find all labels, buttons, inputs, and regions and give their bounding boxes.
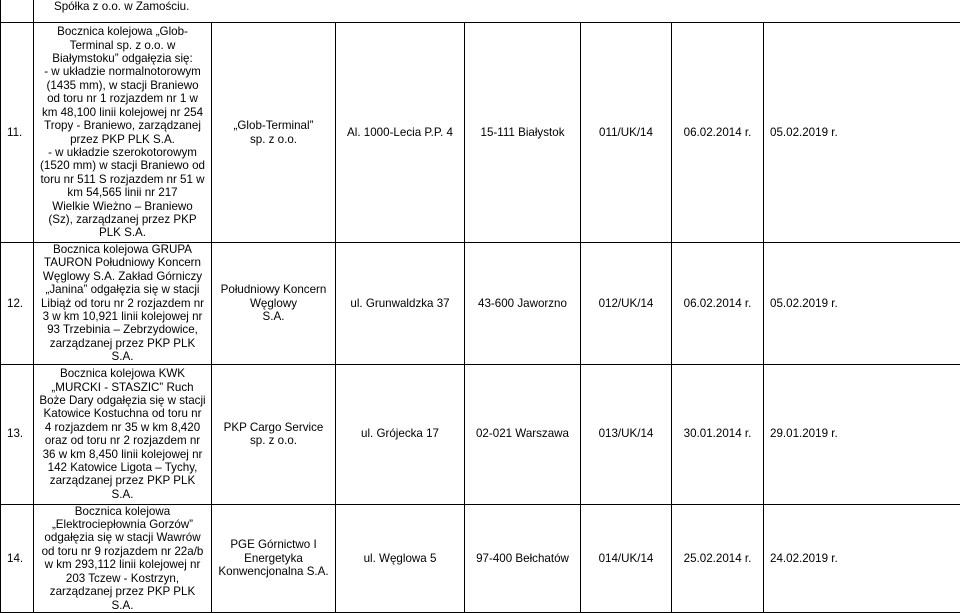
street-address: ul. Węglowa 5 [336,504,465,612]
description-line: Wielkie Wieżno – Braniewo [36,200,209,213]
description-line: Boże Dary odgałęzia się w stacji [36,394,209,407]
description-line: 3 w km 10,921 linii kolejowej nr [36,310,209,323]
description-line: 36 w km 8,450 linii kolejowej nr [36,448,209,461]
valid-until-date: 29.01.2019 r. [764,364,960,504]
description-line: (1435 mm), w stacji Braniewo [36,79,209,92]
description-line: PLK S.A. [36,226,209,239]
description-line: od toru nr 1 rozjazdem nr 1 w [36,92,209,105]
description-line: zarządzanej przez PKP PLK [36,474,209,487]
description-line: S.A. [36,599,209,612]
siding-description [34,364,212,504]
description-line: 4 rozjazdem nr 35 w km 8,420 [36,421,209,434]
row-number: 14. [1,504,34,612]
postal-city: 02-021 Warszawa [465,364,581,504]
description-line: „Elektrociepłownia Gorzów” [36,518,209,531]
description-line: zarządzanej przez PKP PLK [36,337,209,350]
row-number: 13. [1,364,34,504]
issue-date: 25.02.2014 r. [672,504,764,612]
description-line: „MURCKI - STASZIC” Ruch [36,381,209,394]
table-row [1,504,960,612]
street-address: Al. 1000-Lecia P.P. 4 [336,23,465,243]
description-line: od toru nr 9 rozjazdem nr 22a/b [36,545,209,558]
table-row [1,23,960,243]
table-row [1,243,960,365]
postal-city: 43-600 Jaworzno [465,243,581,365]
description-line: - w układzie normalnotorowym [36,65,209,78]
description-line: Katowice Kostuchna od toru nr [36,407,209,420]
header-fragment: Spółka z o.o. w Zamościu. [34,0,960,23]
valid-until-date: 24.02.2019 r. [764,504,960,612]
siding-description [34,243,212,365]
description-line: toru nr 511 S rozjazdem nr 51 w [36,173,209,186]
description-line: Terminal sp. z o.o. w [36,39,209,52]
description-line: 93 Trzebinia – Zebrzydowice, [36,323,209,336]
description-line: S.A. [36,350,209,363]
description-line: (1520 mm) w stacji Braniewo od [36,159,209,172]
description-line: Bocznica kolejowa [36,505,209,518]
description-line: (Sz), zarządzanej przez PKP [36,213,209,226]
description-line: S.A. [36,488,209,501]
description-line: Tropy - Braniewo, zarządzanej [36,119,209,132]
registration-number: 014/UK/14 [581,504,672,612]
siding-description [34,504,212,612]
description-line: - w układzie szerokotorowym [36,146,209,159]
valid-until-date: 05.02.2019 r. [764,243,960,365]
description-line: oraz od toru nr 2 rozjazdem nr [36,434,209,447]
header-fragment-row [1,0,960,23]
description-line: „Janina” odgałęzia się w stacji [36,283,209,296]
description-line: Bocznica kolejowa KWK [36,367,209,380]
row-number: 11. [1,23,34,243]
registration-number: 013/UK/14 [581,364,672,504]
registration-number: 011/UK/14 [581,23,672,243]
description-line: zarządzanej przez PKP PLK [36,585,209,598]
description-line: km 48,100 linii kolejowej nr 254 [36,106,209,119]
valid-until-date: 05.02.2019 r. [764,23,960,243]
description-line: Libiąż od toru nr 2 rozjazdem nr [36,297,209,310]
row-number: 12. [1,243,34,365]
description-line: Węglowy S.A. Zakład Górniczy [36,270,209,283]
description-line: Bocznica kolejowa „Glob- [36,25,209,38]
registration-number: 012/UK/14 [581,243,672,365]
description-line: 203 Tczew - Kostrzyn, [36,572,209,585]
postal-city: 97-400 Bełchatów [465,504,581,612]
description-line: w km 293,112 linii kolejowej nr [36,558,209,571]
owner-name: Południowy Koncern Węglowy S.A. [212,243,336,365]
postal-city: 15-111 Białystok [465,23,581,243]
description-line: TAURON Południowy Koncern [36,256,209,269]
siding-description [34,23,212,243]
street-address: ul. Grójecka 17 [336,364,465,504]
description-line: Bocznica kolejowa GRUPA [36,243,209,256]
issue-date: 06.02.2014 r. [672,243,764,365]
description-line: km 54,565 linii nr 217 [36,186,209,199]
description-line: Białymstoku” odgałęzia się: [36,52,209,65]
street-address: ul. Grunwaldzka 37 [336,243,465,365]
issue-date: 30.01.2014 r. [672,364,764,504]
owner-name: „Glob-Terminal” sp. z o.o. [212,23,336,243]
owner-name: PKP Cargo Service sp. z o.o. [212,364,336,504]
description-line: 142 Katowice Ligota – Tychy, [36,461,209,474]
owner-name: PGE Górnictwo I Energetyka Konwencjonalna S.A. [212,504,336,612]
description-line: odgałęzia się w stacji Wawrów [36,531,209,544]
table-row [1,364,960,504]
description-line: przez PKP PLK S.A. [36,133,209,146]
issue-date: 06.02.2014 r. [672,23,764,243]
